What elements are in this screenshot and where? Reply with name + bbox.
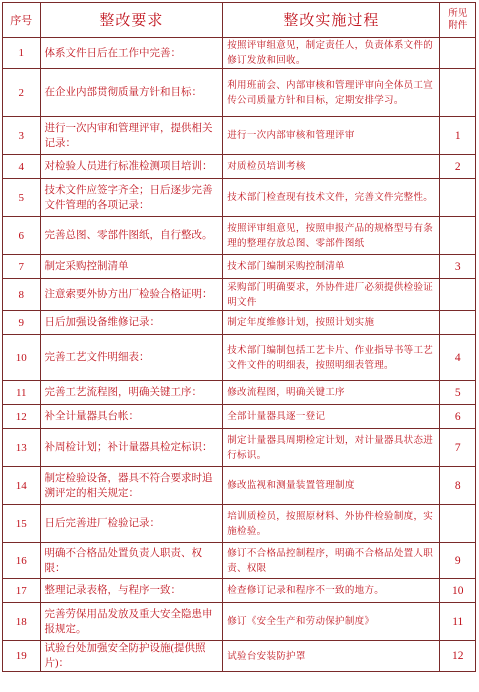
row-attachment: 3	[440, 255, 476, 279]
table-row	[3, 429, 476, 467]
row-number: 7	[3, 255, 41, 279]
row-process: 修改流程图，明确关键工序	[223, 381, 440, 405]
row-number: 8	[3, 279, 41, 311]
header-attachment: 所见附件	[440, 3, 476, 38]
row-number: 12	[3, 405, 41, 429]
table-row	[3, 505, 476, 543]
table-row	[3, 579, 476, 603]
table-row	[3, 335, 476, 381]
row-process: 进行一次内部审核和管理评审	[223, 117, 440, 155]
row-process: 修订不合格品控制程序，明确不合格品处置人职责、权限	[223, 543, 440, 579]
table-row	[3, 179, 476, 217]
row-attachment: 6	[440, 405, 476, 429]
row-attachment: 7	[440, 429, 476, 467]
row-requirement: 完善总图、零部件图纸，自行整改。	[40, 217, 223, 255]
table-row	[3, 69, 476, 117]
table-row	[3, 255, 476, 279]
row-requirement: 日后加强设备维修记录：	[40, 311, 223, 335]
table-row	[3, 217, 476, 255]
row-attachment: 11	[440, 603, 476, 641]
row-requirement: 制定采购控制清单	[40, 255, 223, 279]
row-attachment: 1	[440, 117, 476, 155]
row-process: 利用班前会、内部审核和管理评审向全体员工宣传公司质量方针和目标，定期安排学习。	[223, 69, 440, 117]
row-requirement: 对检验人员进行标准检测项目培训：	[40, 155, 223, 179]
header-no: 序号	[3, 3, 41, 38]
table-row	[3, 381, 476, 405]
row-requirement: 试验台处加强安全防护设施(提供照片)：	[40, 641, 223, 672]
row-process: 检查修订记录和程序不一致的地方。	[223, 579, 440, 603]
table-row	[3, 117, 476, 155]
row-process: 技术部门编制包括工艺卡片、作业指导书等工艺文件文件的明细表，按照明细表管理。	[223, 335, 440, 381]
row-requirement: 日后完善进厂检验记录：	[40, 505, 223, 543]
row-requirement: 制定检验设备，器具不符合要求时追溯评定的相关规定：	[40, 467, 223, 505]
row-process: 制定年度维修计划，按照计划实施	[223, 311, 440, 335]
row-requirement: 注意索要外协方出厂检验合格证明：	[40, 279, 223, 311]
table-row	[3, 603, 476, 641]
row-attachment: 5	[440, 381, 476, 405]
row-requirement: 补周检计划；补计量器具检定标识：	[40, 429, 223, 467]
table-row	[3, 405, 476, 429]
row-process: 修改监视和测量装置管理制度	[223, 467, 440, 505]
table-row	[3, 311, 476, 335]
row-requirement: 完善劳保用品发放及重大安全隐患申报规定。	[40, 603, 223, 641]
row-number: 6	[3, 217, 41, 255]
row-requirement: 技术文件应签字齐全；日后逐步完善文件管理的各项记录：	[40, 179, 223, 217]
header-requirement: 整改要求	[40, 3, 223, 38]
row-attachment	[440, 505, 476, 543]
row-attachment	[440, 279, 476, 311]
row-number: 4	[3, 155, 41, 179]
row-number: 2	[3, 69, 41, 117]
header-process: 整改实施过程	[223, 3, 440, 38]
row-attachment: 10	[440, 579, 476, 603]
row-process: 按照评审组意见，制定责任人，负责体系文件的修订发放和回收。	[223, 38, 440, 69]
row-number: 14	[3, 467, 41, 505]
row-number: 9	[3, 311, 41, 335]
row-requirement: 整理记录表格，与程序一致：	[40, 579, 223, 603]
table-row	[3, 38, 476, 69]
table-row	[3, 543, 476, 579]
row-process: 试验台安装防护罩	[223, 641, 440, 672]
row-number: 1	[3, 38, 41, 69]
row-attachment: 9	[440, 543, 476, 579]
row-attachment	[440, 69, 476, 117]
row-attachment	[440, 217, 476, 255]
row-attachment: 2	[440, 155, 476, 179]
row-number: 19	[3, 641, 41, 672]
row-process: 全部计量器具逐一登记	[223, 405, 440, 429]
row-attachment	[440, 311, 476, 335]
row-number: 5	[3, 179, 41, 217]
row-process: 技术部门检查现有技术文件，完善文件完整性。	[223, 179, 440, 217]
row-process: 技术部门编制采购控制清单	[223, 255, 440, 279]
row-requirement: 进行一次内审和管理评审，提供相关记录：	[40, 117, 223, 155]
row-attachment: 12	[440, 641, 476, 672]
table-row	[3, 467, 476, 505]
row-requirement: 体系文件日后在工作中完善：	[40, 38, 223, 69]
row-process: 制定计量器具周期检定计划，对计量器具状态进行标识。	[223, 429, 440, 467]
table-row	[3, 641, 476, 672]
rectification-table	[2, 2, 476, 672]
row-process: 修订《安全生产和劳动保护制度》	[223, 603, 440, 641]
row-requirement: 完善工艺文件明细表：	[40, 335, 223, 381]
row-number: 13	[3, 429, 41, 467]
row-number: 17	[3, 579, 41, 603]
row-attachment	[440, 38, 476, 69]
row-process: 对质检员培训考核	[223, 155, 440, 179]
row-attachment: 4	[440, 335, 476, 381]
row-process: 按照评审组意见，按照申报产品的规格型号有条理的整理存放总图、零部件图纸	[223, 217, 440, 255]
row-number: 18	[3, 603, 41, 641]
row-requirement: 完善工艺流程图，明确关键工序：	[40, 381, 223, 405]
row-number: 3	[3, 117, 41, 155]
row-number: 16	[3, 543, 41, 579]
row-number: 15	[3, 505, 41, 543]
row-number: 11	[3, 381, 41, 405]
row-requirement: 在企业内部贯彻质量方针和目标：	[40, 69, 223, 117]
table-header-row	[3, 3, 476, 38]
row-requirement: 补全计量器具台帐：	[40, 405, 223, 429]
row-attachment: 8	[440, 467, 476, 505]
row-requirement: 明确不合格品处置负责人职责、权限：	[40, 543, 223, 579]
row-attachment	[440, 179, 476, 217]
row-number: 10	[3, 335, 41, 381]
row-process: 培训质检员，按照原材料、外协件检验制度，实施检验。	[223, 505, 440, 543]
row-process: 采购部门明确要求，外协件进厂必须提供检验证明文件	[223, 279, 440, 311]
table-row	[3, 155, 476, 179]
table-row	[3, 279, 476, 311]
